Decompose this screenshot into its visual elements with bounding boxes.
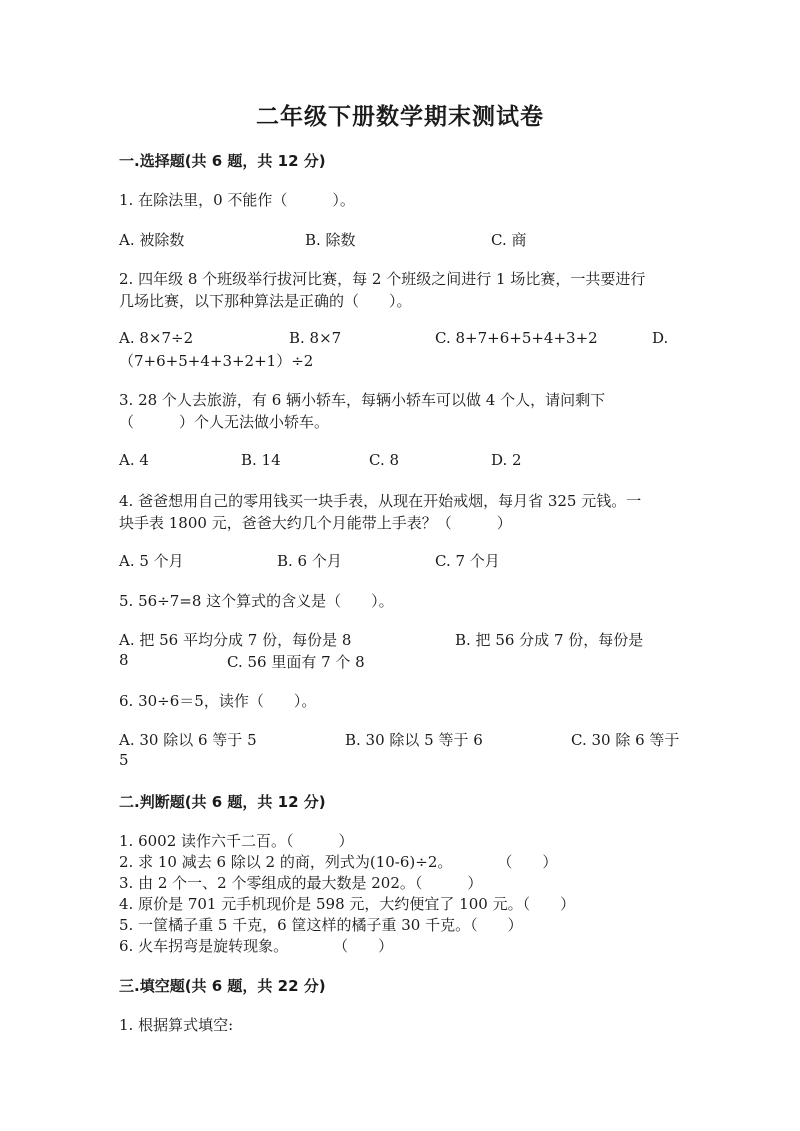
question-2-option-c: C. 8+7+6+5+4+3+2 — [435, 329, 598, 347]
judge-item-4: 4. 原价是 701 元手机现价是 598 元，大约便宜了 100 元。（ ） — [119, 895, 576, 913]
question-1-option-c: C. 商 — [491, 231, 527, 249]
question-2-option-d-cont: （7+6+5+4+3+2+1）÷2 — [119, 352, 314, 370]
question-5-option-b-cont: 8 — [119, 651, 129, 669]
question-3-option-c: C. 8 — [369, 451, 400, 469]
question-6-option-c-cont: 5 — [119, 751, 129, 769]
page-title: 二年级下册数学期末测试卷 — [256, 104, 544, 130]
question-5-option-b: B. 把 56 分成 7 份，每份是 — [455, 631, 644, 649]
question-6-stem: 6. 30÷6＝5，读作（ ）。 — [119, 692, 317, 710]
question-4-option-a: A. 5 个月 — [119, 552, 184, 570]
section-heading-choice: 一.选择题(共 6 题，共 12 分) — [119, 152, 326, 170]
question-1-stem: 1. 在除法里，0 不能作（ ）。 — [119, 191, 355, 209]
question-5-option-c: C. 56 里面有 7 个 8 — [227, 653, 365, 671]
question-5-option-a: A. 把 56 平均分成 7 份，每份是 8 — [119, 631, 352, 649]
section-heading-fill: 三.填空题(共 6 题，共 22 分) — [119, 977, 326, 995]
section-heading-judge: 二.判断题(共 6 题，共 12 分) — [119, 793, 326, 811]
question-2-option-a: A. 8×7÷2 — [119, 329, 194, 347]
question-2-option-d: D. — [652, 329, 669, 347]
question-2-stem-line1: 2. 四年级 8 个班级举行拔河比赛，每 2 个班级之间进行 1 场比赛，一共要进行 — [119, 270, 646, 288]
question-4-stem-line2: 块手表 1800 元，爸爸大约几个月能带上手表？（ ） — [119, 514, 512, 532]
question-3-stem-line2: （ ）个人无法做小轿车。 — [119, 413, 330, 431]
question-6-option-c: C. 30 除 6 等于 — [571, 731, 680, 749]
question-6-option-a: A. 30 除以 6 等于 5 — [119, 731, 257, 749]
question-3-option-b: B. 14 — [241, 451, 281, 469]
judge-item-5: 5. 一筐橘子重 5 千克，6 筐这样的橘子重 30 千克。（ ） — [119, 916, 523, 934]
question-3-option-d: D. 2 — [491, 451, 522, 469]
question-2-stem-line2: 几场比赛，以下那种算法是正确的（ ）。 — [119, 292, 412, 310]
judge-item-6: 6. 火车拐弯是旋转现象。 （ ） — [119, 937, 394, 955]
fill-question-1: 1. 根据算式填空: — [119, 1016, 234, 1034]
judge-item-3: 3. 由 2 个一、2 个零组成的最大数是 202。（ ） — [119, 874, 483, 892]
question-2-option-b: B. 8×7 — [289, 329, 342, 347]
question-4-option-b: B. 6 个月 — [277, 552, 342, 570]
question-4-option-c: C. 7 个月 — [435, 552, 500, 570]
question-6-option-b: B. 30 除以 5 等于 6 — [345, 731, 483, 749]
question-5-stem: 5. 56÷7=8 这个算式的含义是（ ）。 — [119, 592, 394, 610]
judge-item-2: 2. 求 10 减去 6 除以 2 的商，列式为(10-6)÷2。 （ ） — [119, 853, 558, 871]
question-3-stem-line1: 3. 28 个人去旅游，有 6 辆小轿车，每辆小轿车可以做 4 个人，请问剩下 — [119, 391, 606, 409]
judge-item-1: 1. 6002 读作六千二百。（ ） — [119, 832, 354, 850]
question-1-option-b: B. 除数 — [305, 231, 356, 249]
question-4-stem-line1: 4. 爸爸想用自己的零用钱买一块手表，从现在开始戒烟，每月省 325 元钱。一 — [119, 492, 642, 510]
question-1-option-a: A. 被除数 — [119, 231, 185, 249]
question-3-option-a: A. 4 — [119, 451, 149, 469]
